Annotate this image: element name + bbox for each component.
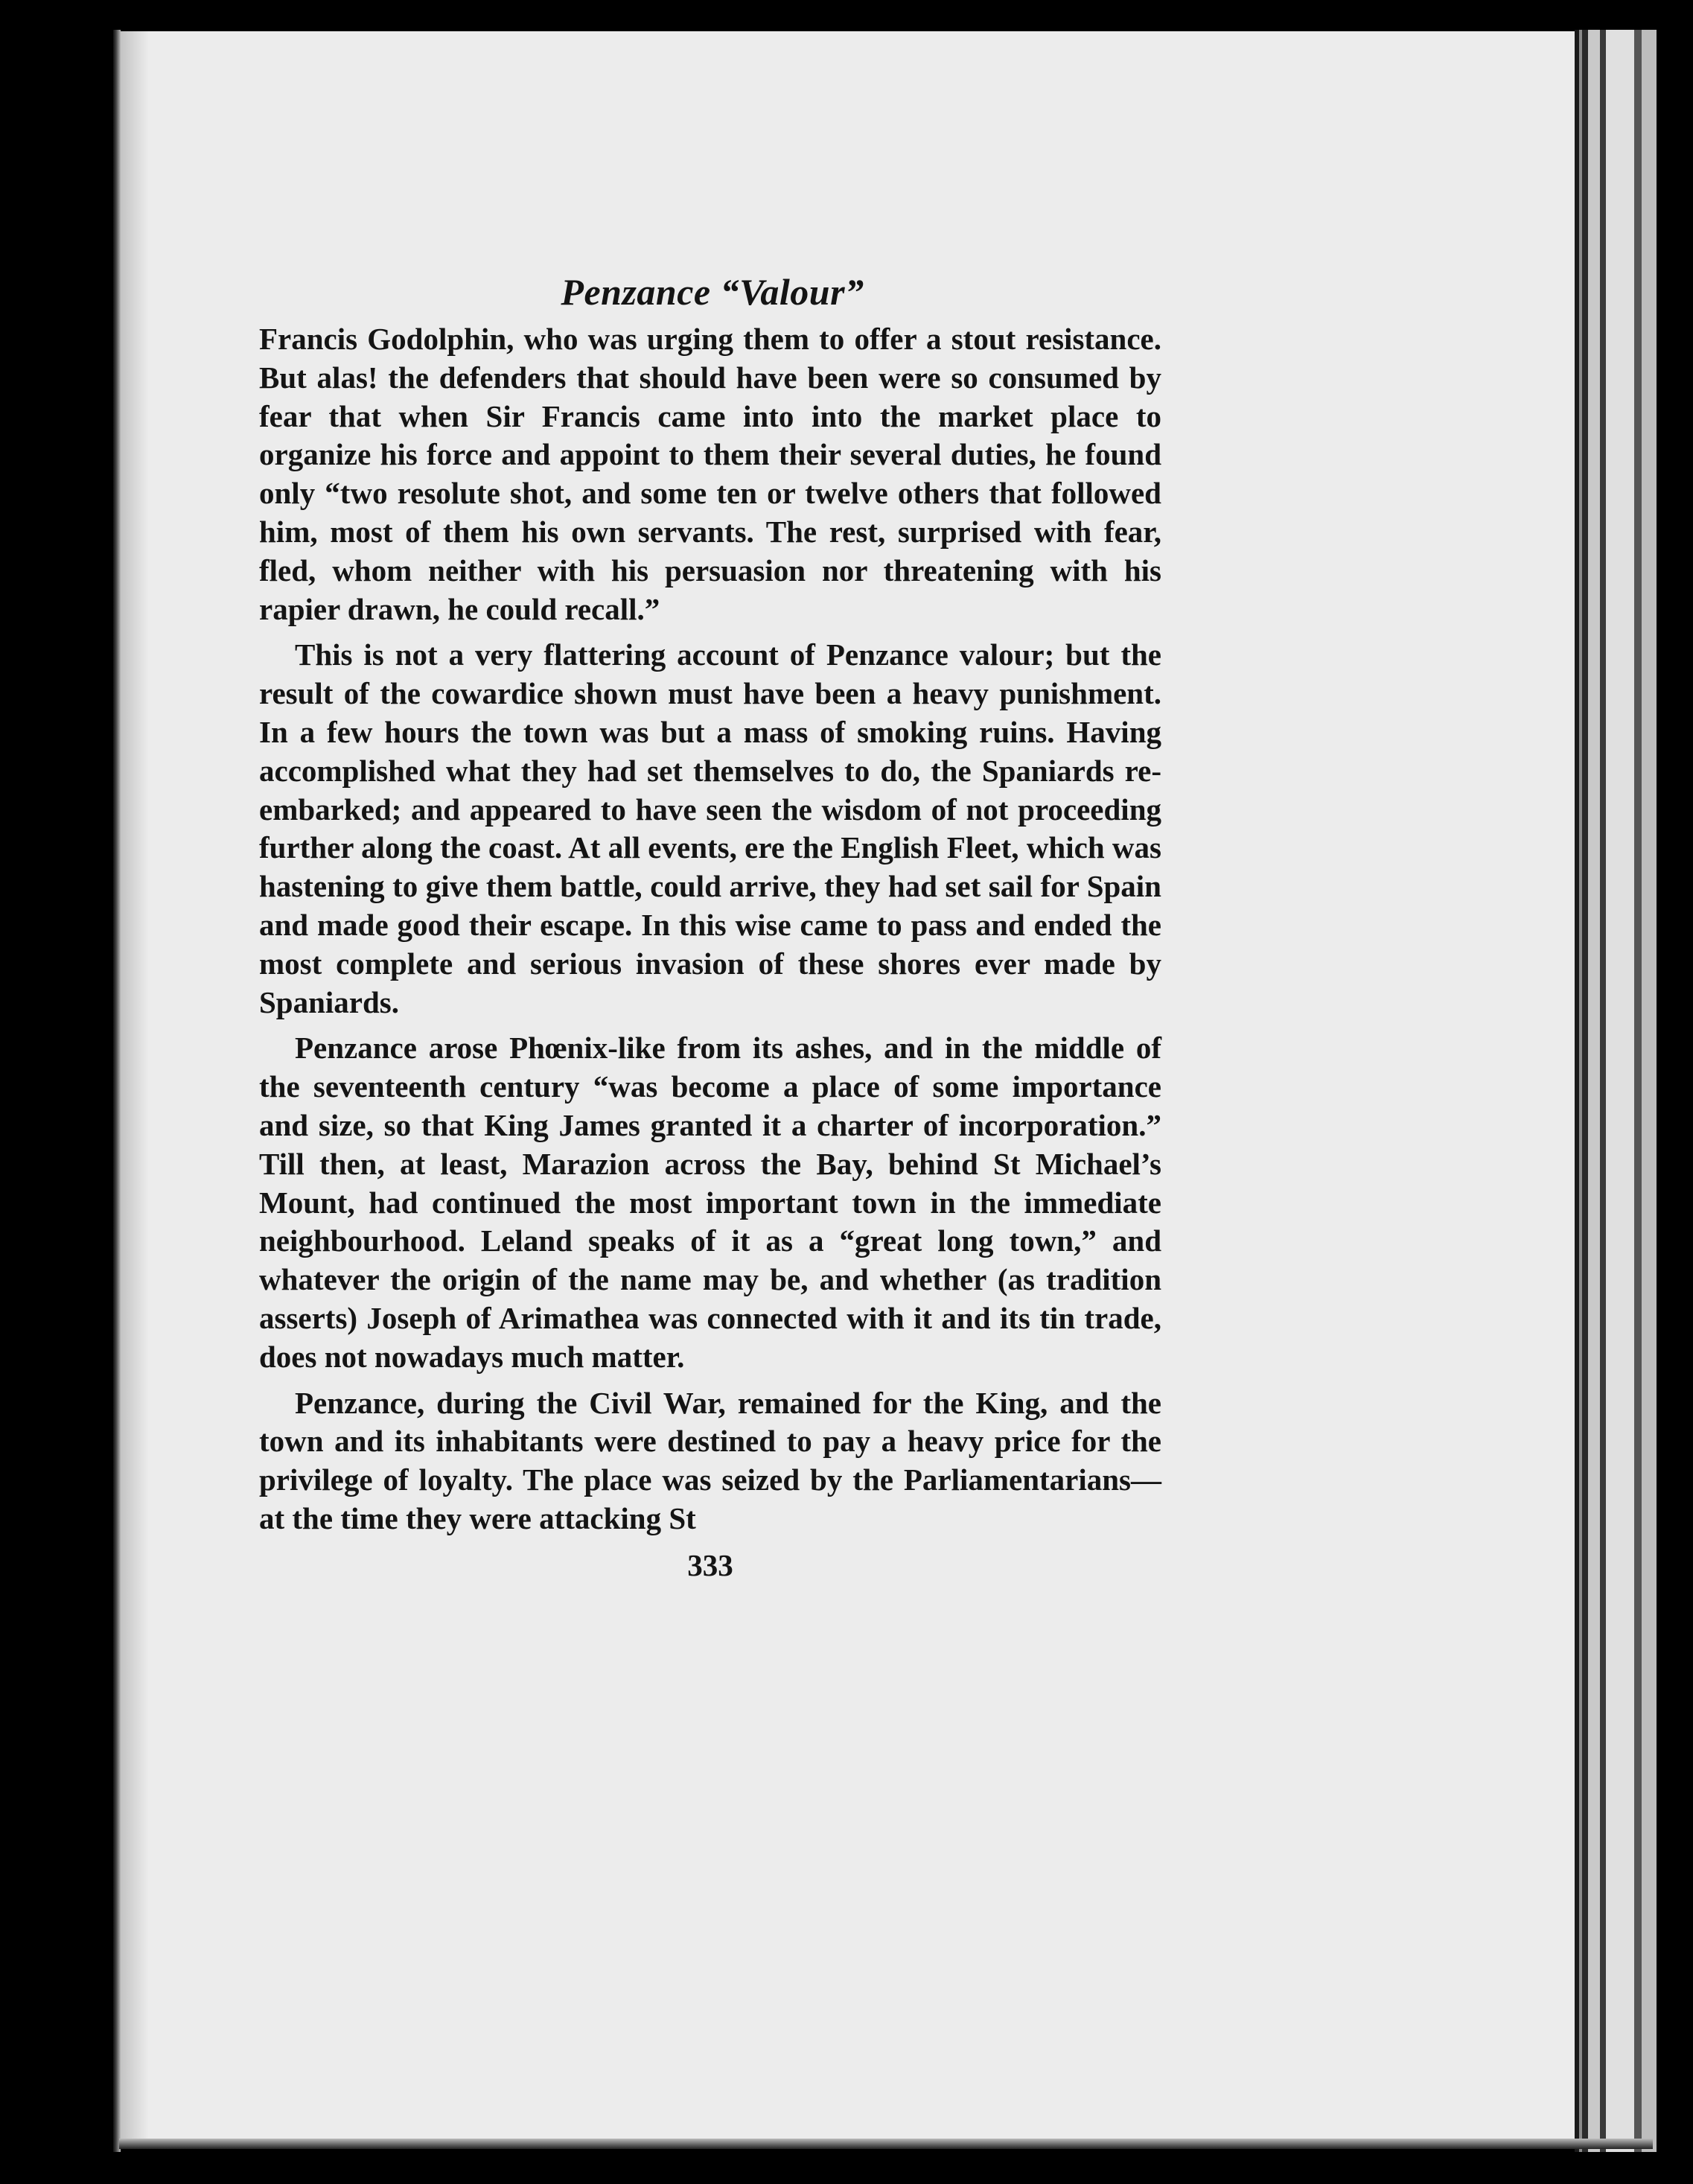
paragraph: Penzance, during the Civil War, remained for the King, and the town and its inhabitants were destined to pay a heavy price for the privilege of loyalty. The place was seized by the Parliamentarians—at the time they were attacking St (259, 1385, 1161, 1535)
text-block (259, 270, 1161, 1585)
page-number: 333 (687, 1547, 733, 1582)
paragraph: Penzance arose Phœnix-like from its ashes, and in the middle of the seventeenth century “was become a place of some importance and size, so that King James granted it a charter of incorporation.” Till then, at least, Marazion across the Bay, behind St Michael’s Mount, had continued the most important town in the immediate neighbourhood. Leland speaks of it as a “great long town,” and whatever the origin of the name may be, and whether (as tradition asserts) Joseph of Arimathea was connected with it and its tin trade, does not nowadays much matter. (259, 1031, 1161, 1374)
binding-edge-left (113, 30, 121, 2152)
gutter-shadow (119, 31, 149, 2146)
running-head: Penzance “Valour” (561, 271, 864, 313)
paragraph-continued: Francis Godolphin, who was urging them to offer a stout resistance. But alas! the defenders that should have been were so consumed by fear that when Sir Francis came into into the market place to organize his force and appoint to them their several duties, he found only “two resolute shot, and some ten or twelve others that followed him, most of them his own servants. The rest, surprised with fear, fled, whom neither with his persuasion nor threatening with his rapier drawn, he could recall.” (259, 322, 1161, 626)
page-edges-right (1575, 30, 1657, 2152)
page-edge-bottom (119, 2139, 1653, 2149)
paragraph: This is not a very flattering account of Penzance valour; but the result of the cowardice shown must have been a heavy punishment. In a few hours the town was but a mass of smoking ruins. Having accomplished what they had set themselves to do, the Spaniards re-embarked; and appeared to have seen the wisdom of not proceeding further along the coast. At all events, ere the English Fleet, which was hastening to give them battle, could arrive, they had set sail for Spain and made good their escape. In this wise came to pass and ended the most complete and serious invasion of these shores ever made by Spaniards. (259, 637, 1161, 1019)
